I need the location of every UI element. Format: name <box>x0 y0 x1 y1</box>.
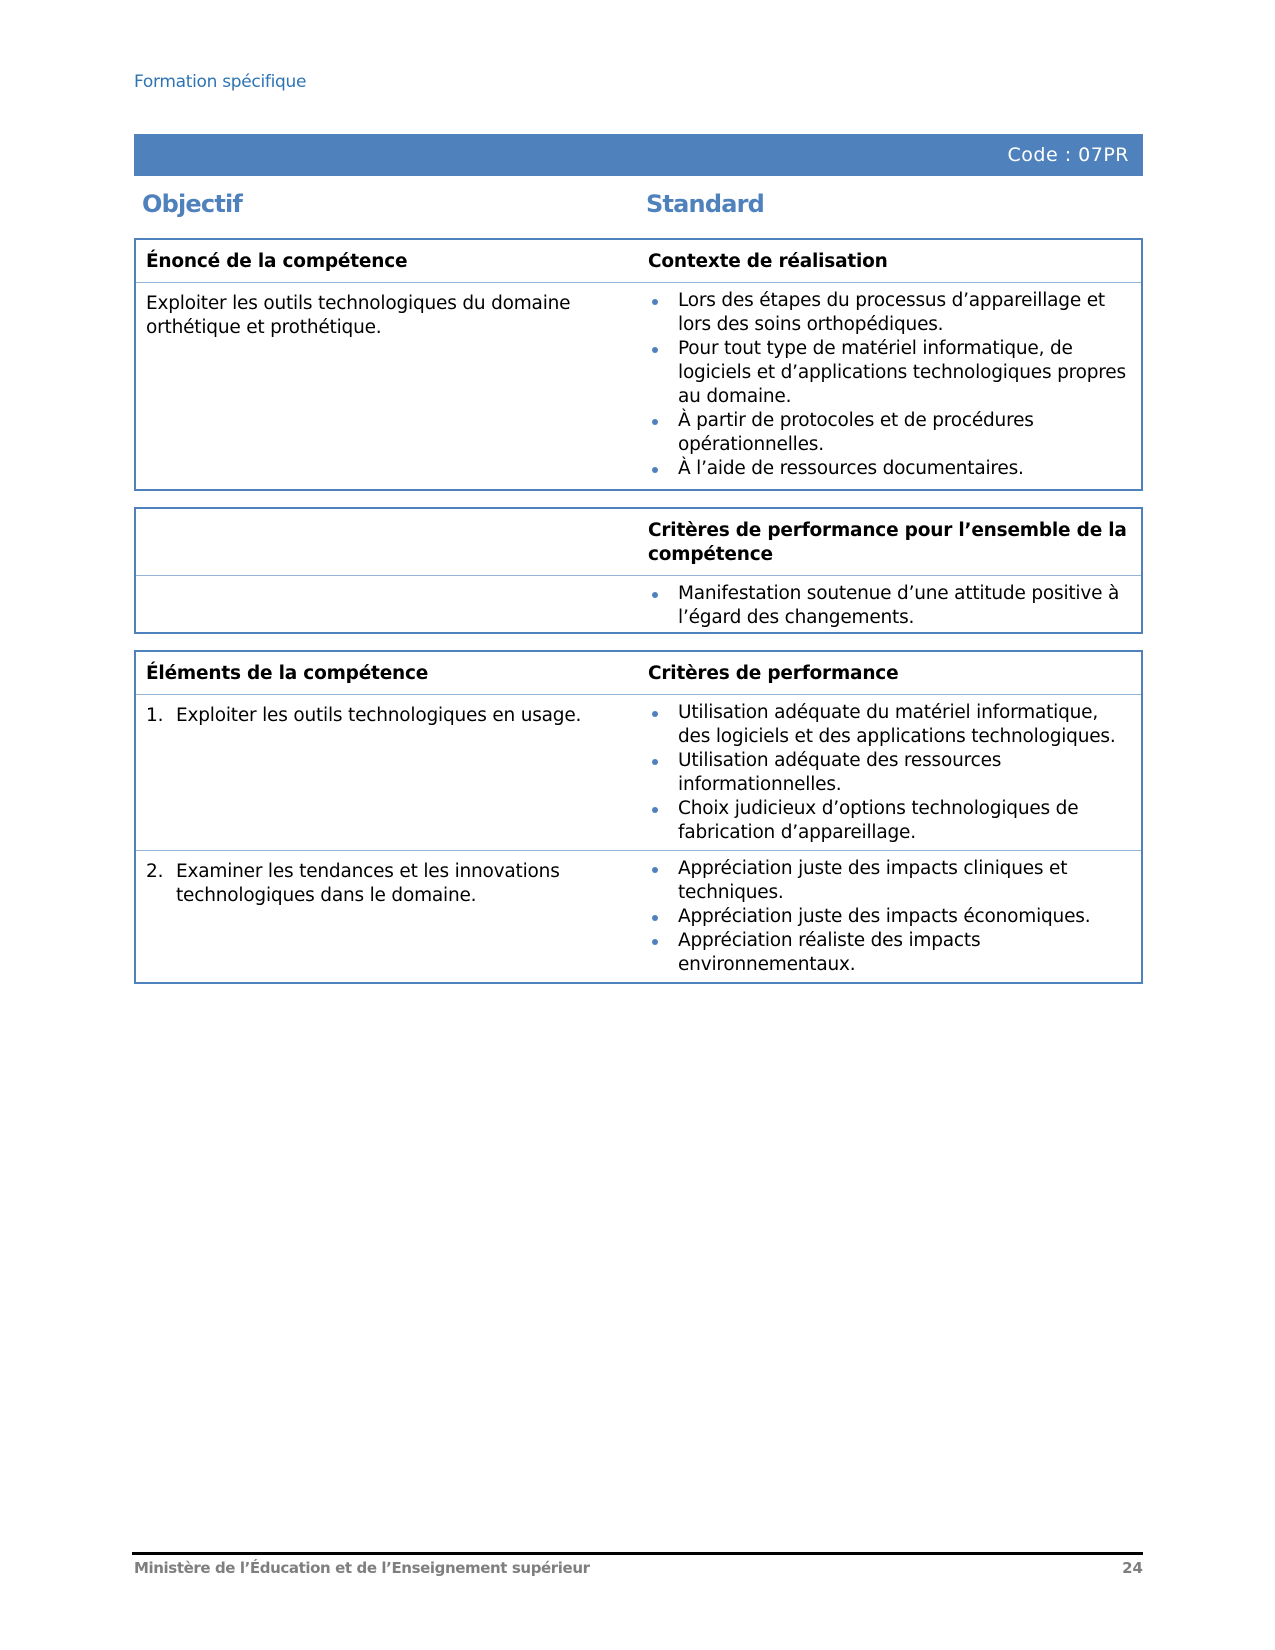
element-number: 1. <box>146 705 164 726</box>
list-item: Appréciation juste des impacts économiques. <box>648 905 1131 929</box>
list-item: À l’aide de ressources documentaires. <box>648 457 1131 481</box>
competence-table <box>134 238 1143 491</box>
objectif-title: Objectif <box>142 190 243 218</box>
elements-header: Éléments de la compétence <box>146 663 429 684</box>
list-item: Appréciation réaliste des impacts environnementaux. <box>648 929 1131 977</box>
standard-title: Standard <box>646 190 765 218</box>
list-item: Utilisation adéquate des ressources informationnelles. <box>648 749 1131 797</box>
contexte-header: Contexte de réalisation <box>648 251 888 272</box>
code-label: Code : 07PR <box>1007 144 1129 166</box>
contexte-list <box>638 283 1141 485</box>
criteres-header: Critères de performance <box>648 663 899 684</box>
list-item: Utilisation adéquate du matériel informatique, des logiciels et des applications technologiques. <box>648 701 1131 749</box>
element-text: Exploiter les outils technologiques en usage. <box>176 705 582 726</box>
section-label: Formation spécifique <box>134 72 307 92</box>
footer-ministry: Ministère de l’Éducation et de l’Enseignement supérieur <box>134 1559 590 1577</box>
table-row <box>136 694 1141 850</box>
element-number: 2. <box>146 861 164 882</box>
code-bar <box>134 134 1143 176</box>
list-item: Appréciation juste des impacts cliniques et techniques. <box>648 857 1131 905</box>
section-titles <box>134 190 1143 224</box>
footer-divider <box>132 1552 1143 1555</box>
enonce-header: Énoncé de la compétence <box>146 251 408 272</box>
element-text: Examiner les tendances et les innovations technologiques dans le domaine. <box>176 861 560 906</box>
elements-table <box>134 650 1143 984</box>
criteres-ensemble-list <box>638 576 1141 634</box>
criteres-ensemble-header: Critères de performance pour l’ensemble de la compétence <box>648 520 1127 565</box>
list-item: Manifestation soutenue d’une attitude positive à l’égard des changements. <box>648 582 1131 630</box>
list-item: À partir de protocoles et de procédures opérationnelles. <box>648 409 1131 457</box>
enonce-text: Exploiter les outils technologiques du domaine orthétique et prothétique. <box>146 293 571 338</box>
list-item: Lors des étapes du processus d’appareillage et lors des soins orthopédiques. <box>648 289 1131 337</box>
table-row <box>136 850 1141 981</box>
empty-cell <box>136 509 638 575</box>
criteres-list <box>638 851 1141 981</box>
empty-cell <box>136 576 638 634</box>
list-item: Choix judicieux d’options technologiques de fabrication d’appareillage. <box>648 797 1131 845</box>
page-number: 24 <box>1122 1559 1143 1577</box>
criteres-list <box>638 695 1141 850</box>
list-item: Pour tout type de matériel informatique, de logiciels et d’applications technologiques propres au domaine. <box>648 337 1131 409</box>
performance-ensemble-table <box>134 507 1143 634</box>
